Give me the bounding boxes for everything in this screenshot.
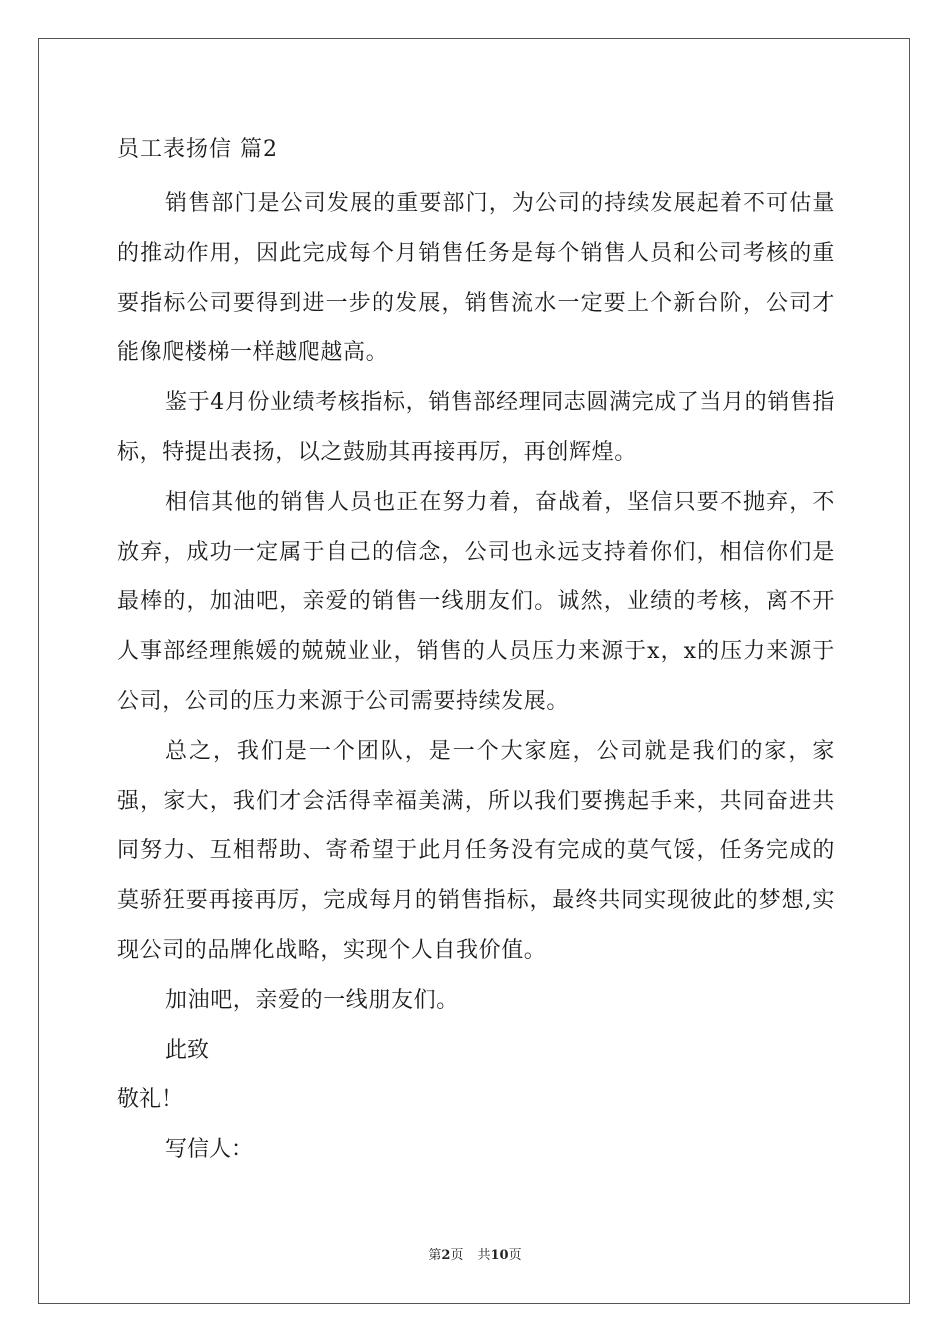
- paragraph-4: 总之，我们是一个团队，是一个大家庭，公司就是我们的家，家强，家大，我们才会活得幸福美满，所以我们要携起手来，共同奋进共同努力、互相帮助、寄希望于此月任务没有完成的莫气馁，任务完成的莫骄狂要再接再厉，完成每月的销售指标，最终共同实现彼此的梦想,实现公司的品牌化战略，实现个人自我价值。: [117, 738, 835, 963]
- paragraph-5: 加油吧，亲爱的一线朋友们。: [165, 987, 459, 1013]
- current-page-number: 2: [441, 1248, 451, 1263]
- page-unit: 页: [450, 1248, 464, 1263]
- document-title: 员工表扬信 篇2: [117, 137, 278, 162]
- page-footer: [0, 1246, 950, 1266]
- paragraph-1: 销售部门是公司发展的重要部门，为公司的持续发展起着不可估量的推动作用，因此完成每个月销售任务是每个销售人员和公司考核的重要指标公司要得到进一步的发展，销售流水一定要上个新台阶，公司才能像爬楼梯一样越爬越高。: [117, 191, 835, 366]
- paragraph-3: 相信其他的销售人员也正在努力着，奋战着，坚信只要不抛弃，不放弃，成功一定属于自己的信念，公司也永远支持着你们，相信你们是最棒的，加油吧，亲爱的销售一线朋友们。诚然，业绩的考核，离不开人事部经理熊媛的兢兢业业，销售的人员压力来源于x，x的压力来源于公司，公司的压力来源于公司需要持续发展。: [117, 489, 835, 714]
- document-body: [117, 130, 835, 1175]
- total-page-count: 10: [490, 1248, 509, 1263]
- closing-regards: 敬礼！: [117, 1087, 184, 1113]
- closing-salutation: 此致: [165, 1037, 210, 1063]
- total-unit: 页: [508, 1248, 522, 1263]
- paragraph-2: 鉴于4月份业绩考核指标，销售部经理同志圆满完成了当月的销售指标，特提出表扬，以之鼓励其再接再厉，再创辉煌。: [117, 390, 835, 465]
- signature-label: 写信人：: [165, 1137, 254, 1163]
- page-prefix: 第: [428, 1248, 442, 1263]
- total-prefix: 共: [477, 1248, 491, 1263]
